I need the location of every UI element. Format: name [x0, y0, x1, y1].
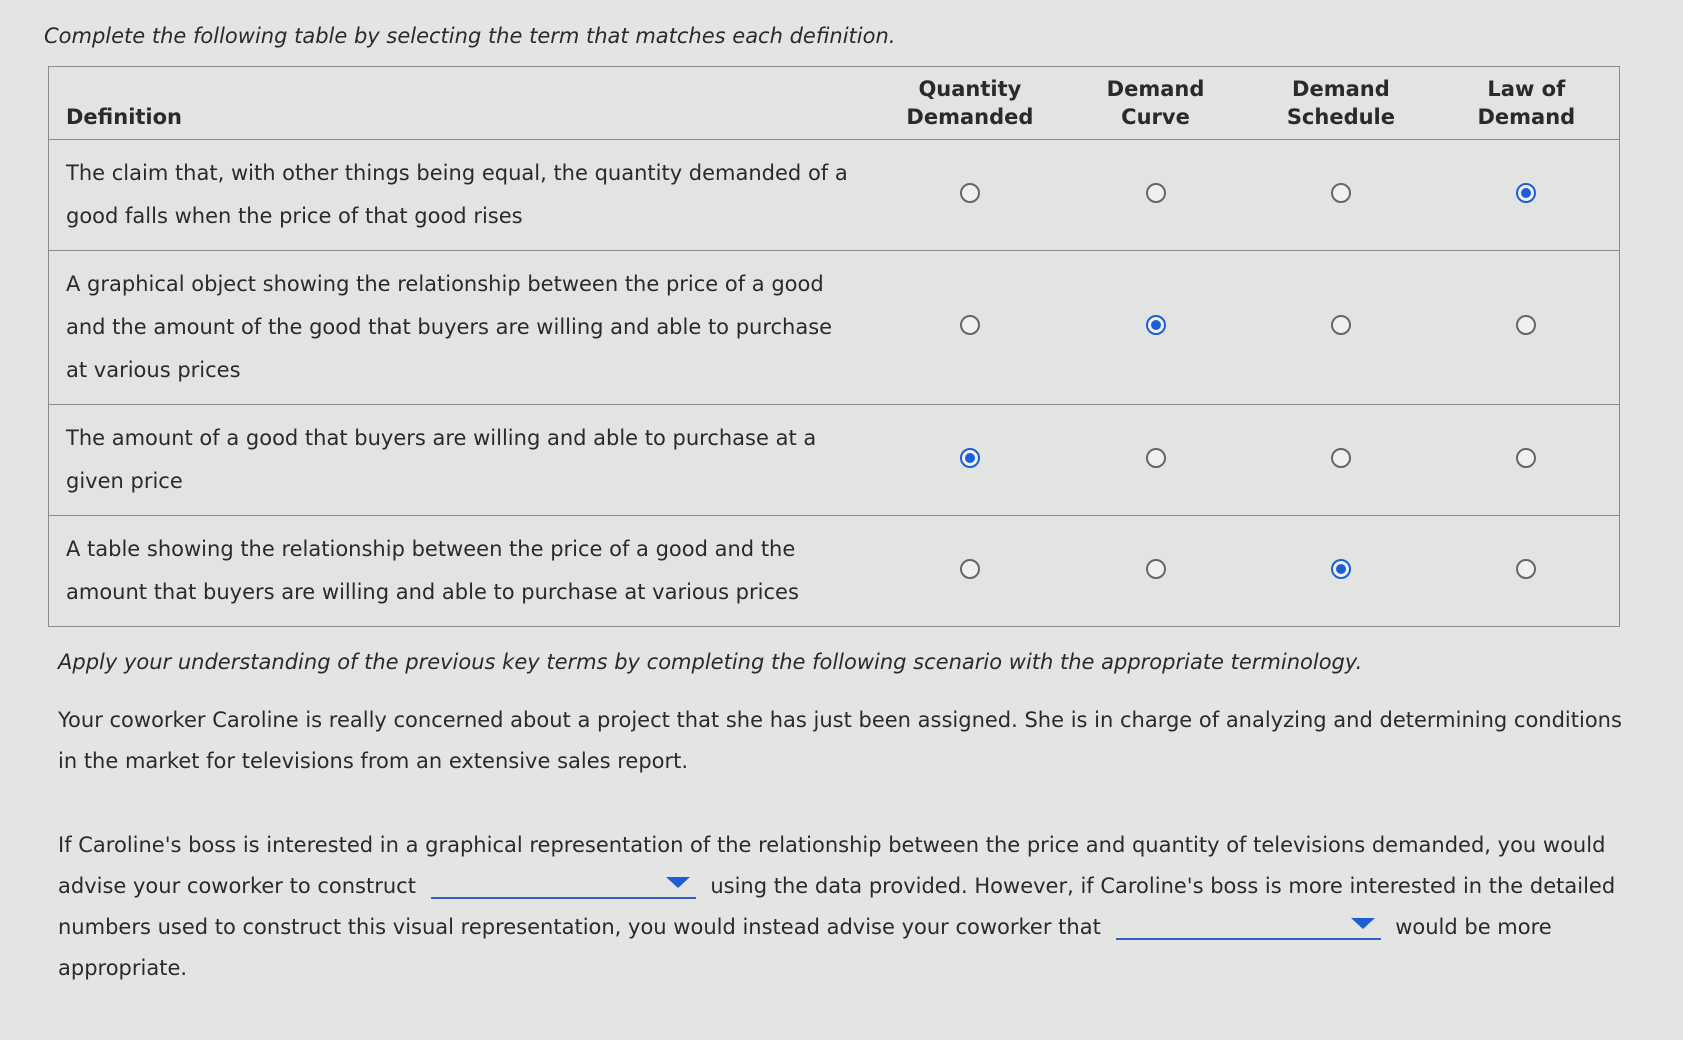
term-dropdown-2[interactable] [1116, 912, 1381, 940]
question-text-part2: using the data provided. However, if Caroline's boss is more interested in the detailed numbers used to construct this visual representation, you would instead advise your coworker that [58, 874, 1616, 939]
radio-row4-quantity-demanded[interactable] [960, 559, 980, 579]
radio-row1-demand-curve[interactable] [1146, 183, 1166, 203]
radio-row2-law-of-demand[interactable] [1516, 315, 1536, 335]
apply-instruction: Apply your understanding of the previous key terms by completing the following scenario with the appropriate terminology. [58, 650, 1363, 674]
column-header-quantity-demanded: Quantity Demanded [906, 77, 1034, 129]
radio-row1-law-of-demand[interactable] [1516, 183, 1536, 203]
radio-row3-law-of-demand[interactable] [1516, 448, 1536, 468]
definition-cell: The claim that, with other things being equal, the quantity demanded of a good falls when the price of that good rises [66, 161, 848, 228]
term-dropdown-1[interactable] [431, 871, 696, 899]
radio-row3-demand-curve[interactable] [1146, 448, 1166, 468]
radio-row3-quantity-demanded[interactable] [960, 448, 980, 468]
table-header-row [49, 67, 1620, 140]
scenario-question [58, 825, 1628, 989]
radio-row2-demand-curve[interactable] [1146, 315, 1166, 335]
definition-cell: A table showing the relationship between the price of a good and the amount that buyers are willing and able to purchase at various prices [66, 537, 799, 604]
question-text-part1: If Caroline's boss is interested in a graphical representation of the relationship between the price and quantity of televisions demanded, you would advise your coworker to construct [58, 833, 1606, 898]
column-header-demand-curve: Demand Curve [1106, 77, 1205, 129]
table-row [49, 140, 1620, 251]
radio-row2-quantity-demanded[interactable] [960, 315, 980, 335]
definition-cell: A graphical object showing the relationship between the price of a good and the amount of the good that buyers are willing and able to purchase at various prices [66, 272, 833, 382]
radio-row3-demand-schedule[interactable] [1331, 448, 1351, 468]
column-header-demand-schedule: Demand Schedule [1286, 77, 1396, 129]
question-text-part3: would be more appropriate. [58, 915, 1552, 980]
definition-cell: The amount of a good that buyers are willing and able to purchase at a given price [66, 426, 817, 493]
table-row [49, 405, 1620, 516]
radio-row4-demand-schedule[interactable] [1331, 559, 1351, 579]
radio-row4-demand-curve[interactable] [1146, 559, 1166, 579]
table-row [49, 516, 1620, 627]
chevron-down-icon [1351, 918, 1375, 929]
table-row [49, 251, 1620, 405]
scenario-paragraph: Your coworker Caroline is really concerned about a project that she has just been assigned. She is in charge of analyzing and determining conditions in the market for televisions from an extensive sales report. [58, 708, 1622, 773]
radio-row1-quantity-demanded[interactable] [960, 183, 980, 203]
instruction-text: Complete the following table by selecting the term that matches each definition. [44, 24, 896, 48]
radio-row1-demand-schedule[interactable] [1331, 183, 1351, 203]
radio-row4-law-of-demand[interactable] [1516, 559, 1536, 579]
definition-column-header: Definition [66, 105, 183, 129]
definition-matching-table [48, 66, 1620, 627]
radio-row2-demand-schedule[interactable] [1331, 315, 1351, 335]
chevron-down-icon [666, 877, 690, 888]
column-header-law-of-demand: Law of Demand [1477, 77, 1576, 129]
